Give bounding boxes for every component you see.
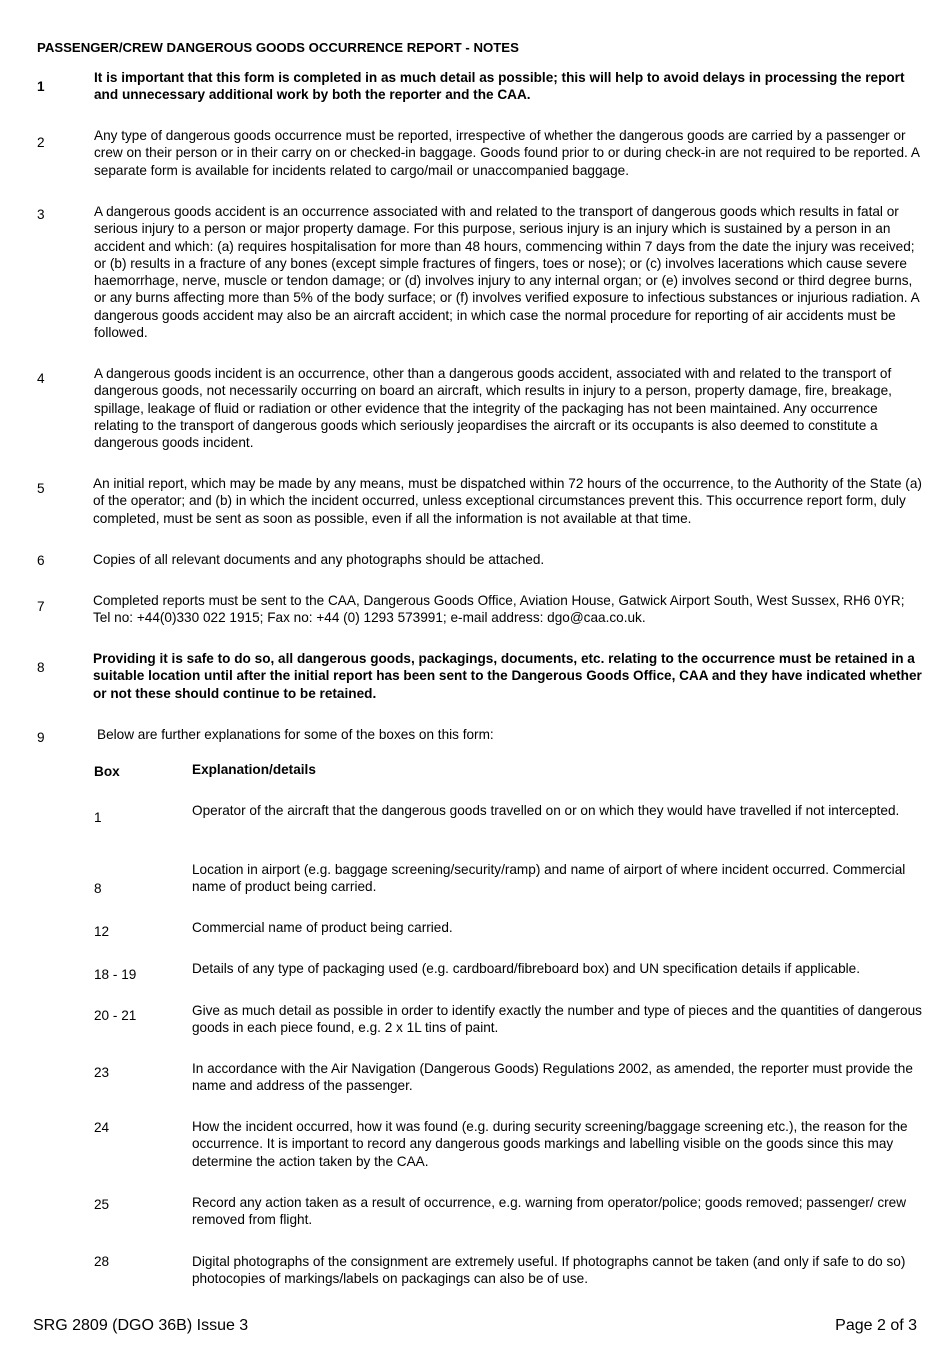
note-number: 6	[37, 553, 45, 568]
form-reference: SRG 2809 (DGO 36B) Issue 3	[33, 1317, 249, 1334]
note-number: 2	[37, 135, 45, 150]
note-number: 1	[37, 79, 45, 94]
box-explanation: Commercial name of product being carried.	[192, 920, 453, 935]
box-number: 12	[94, 924, 110, 939]
box-number: 24	[94, 1120, 110, 1135]
note-number: 9	[37, 730, 45, 745]
box-number: 1	[94, 810, 102, 825]
note-number: 3	[37, 207, 45, 222]
box-explanation: In accordance with the Air Navigation (Dangerous Goods) Regulations 2002, as amended, the reporter must provide the name and address of the passenger.	[192, 1061, 913, 1094]
note-text: Below are further explanations for some of the boxes on this form:	[97, 727, 494, 742]
box-explanation: Location in airport (e.g. baggage screening/security/ramp) and name of airport of where incident occurred. Commercial name of product being carried.	[192, 862, 906, 895]
note-number: 8	[37, 660, 45, 675]
note-text: Any type of dangerous goods occurrence must be reported, irrespective of whether the dangerous goods are carried by a passenger or crew on their person or in their carry on or checked-in baggage. Goods found prior to or during check-in are not required to be reported. A separate form is available for incidents related to cargo/mail or unaccompanied baggage.	[94, 128, 920, 178]
box-number: 8	[94, 881, 102, 896]
note-text: Completed reports must be sent to the CAA, Dangerous Goods Office, Aviation House, Gatwick Airport South, West Sussex, RH6 0YR; Tel no: +44(0)330 022 1915; Fax no: +44 (0) 1293 573991; e-mail address: dgo@caa.co.uk.	[93, 593, 905, 626]
box-column-header: Box	[94, 764, 120, 779]
page-number: Page 2 of 3	[835, 1317, 917, 1334]
box-explanation: Record any action taken as a result of occurrence, e.g. warning from operator/police; goods removed; passenger/ crew removed from flight.	[192, 1195, 907, 1228]
box-number: 28	[94, 1254, 110, 1269]
box-explanation: How the incident occurred, how it was found (e.g. during security screening/baggage screening etc.), the reason for the occurrence. It is important to record any dangerous goods markings and labelling visible on the goods since this may determine the action taken by the CAA.	[192, 1119, 908, 1169]
note-text: An initial report, which may be made by any means, must be dispatched within 72 hours of the occurrence, to the Authority of the State (a) of the operator; and (b) in which the incident occurred, unless exceptional circumstances prevent this. This occurrence report form, duly completed, must be sent as soon as possible, even if all the information is not available at that time.	[93, 476, 922, 526]
note-text: Copies of all relevant documents and any photographs should be attached.	[93, 552, 545, 567]
note-text: A dangerous goods accident is an occurrence associated with and related to the transport of dangerous goods which results in fatal or serious injury to a person or major property damage. For this purpose, serious injury is an injury which is sustained by a person in an accident and which: (a) requires hospitalisation for more than 48 hours, commencing within 7 days from the date the injury was received; or (b) results in a fracture of any bones (except simple fractures of fingers, toes or nose); or (c) involves lacerations which cause severe haemorrhage, nerve, muscle or tendon damage; or (d) involves injury to any internal organ; or (e) involves second or third degree burns, or any burns affecting more than 5% of the body surface; or (f) involves verified exposure to infectious substances or injurious radiation. A dangerous goods accident may also be an aircraft accident; in which case the normal procedure for reporting of air accidents must be followed.	[94, 204, 919, 341]
box-number: 18 - 19	[94, 967, 137, 982]
box-explanation: Operator of the aircraft that the dangerous goods travelled on or on which they would have travelled if not intercepted.	[192, 803, 900, 818]
note-number: 5	[37, 481, 45, 496]
box-explanation: Details of any type of packaging used (e.g. cardboard/fibreboard box) and UN specification details if applicable.	[192, 961, 860, 976]
box-number: 20 - 21	[94, 1008, 137, 1023]
box-number: 23	[94, 1065, 110, 1080]
note-text: A dangerous goods incident is an occurrence, other than a dangerous goods accident, associated with and related to the transport of dangerous goods, not necessarily occurring on board an aircraft, which results in injury to a person, property damage, fire, breakage, spillage, leakage of fluid or radiation or other evidence that the integrity of the packaging has not been maintained. Any occurrence relating to the transport of dangerous goods which seriously jeopardises the aircraft or its occupants is also deemed to constitute a dangerous goods incident.	[94, 366, 892, 451]
note-number: 7	[37, 599, 45, 614]
note-text: Providing it is safe to do so, all dangerous goods, packagings, documents, etc. relating to the occurrence must be retained in a suitable location until after the initial report has been sent to the Dangerous Goods Office, CAA and they have indicated whether or not these should continue to be retained.	[93, 651, 922, 701]
box-number: 25	[94, 1197, 110, 1212]
box-explanation: Digital photographs of the consignment are extremely useful. If photographs cannot be taken (and only if safe to do so) photocopies of markings/labels on packagings can also be of use.	[192, 1254, 906, 1287]
note-number: 4	[37, 371, 45, 386]
box-explanation: Give as much detail as possible in order to identify exactly the number and type of pieces and the quantities of dangerous goods in each piece found, e.g. 2 x 1L tins of paint.	[192, 1003, 922, 1036]
explanation-column-header: Explanation/details	[192, 762, 316, 777]
page-title: PASSENGER/CREW DANGEROUS GOODS OCCURRENCE REPORT - NOTES	[37, 40, 519, 55]
note-text: It is important that this form is completed in as much detail as possible; this will help to avoid delays in processing the report and unnecessary additional work by both the reporter and the CAA.	[94, 70, 905, 103]
